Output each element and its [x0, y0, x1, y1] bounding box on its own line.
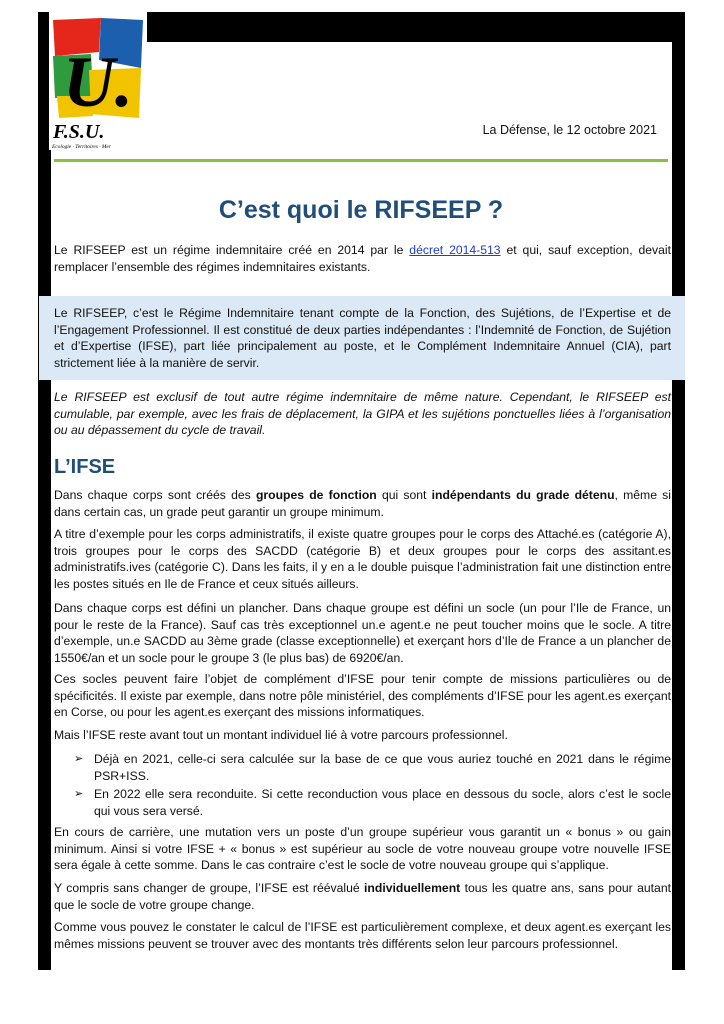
arrow-bullet-icon: ➢	[74, 788, 84, 800]
intro-paragraph	[54, 242, 671, 275]
logo-letter: U.	[63, 42, 133, 122]
exclusivity-paragraph: Le RIFSEEP est exclusif de tout autre régime indemnitaire de même nature. Cependant, le RIFSEEP est cumulable, par exemple, avec les frais de déplacement, la GIPA et les sujétions ponctuelles liées à l’organisation ou au dépassement du cycle de travail.	[54, 390, 671, 437]
ifse-p1-text-a: Dans chaque corps sont créés des	[54, 488, 256, 502]
bullet-text: En 2022 elle sera reconduite. Si cette reconduction vous place en dessous du socle, alors c’est le socle qui vous sera versé.	[94, 787, 671, 818]
ifse-p1-text-e: , même si dans certain cas, un grade peut garantir un groupe minimum.	[54, 488, 671, 519]
ifse-p1-text-c: qui sont	[376, 488, 432, 502]
intro-text-before: Le RIFSEEP est un régime indemnitaire créé en 2014 par le	[54, 243, 410, 257]
ifse-paragraph-2: A titre d’exemple pour les corps administratifs, il existe quatre groupes pour le corps des Attaché.es (catégorie A), trois groupes pour le corps des SACDD (catégorie B) et deux groupes pour le corps des assitant.es administratifs.ives (catégorie C). Dans les faits, il y en a le double puisque l’administration fait une distinction entre les postes situés en Ile de France et ceux situés ailleurs.	[54, 527, 671, 591]
ifse-paragraph-4: Ces socles peuvent faire l’objet de complément d’IFSE pour tenir compte de missions particulières ou de spécificités. Il existe par exemple, dans notre pôle ministériel, des compléments d’IFSE pour les agent.es exerçant en Corse, ou pour les agent.es exerçant des missions informatiques.	[54, 672, 671, 719]
bullet-text: Déjà en 2021, celle-ci sera calculée sur la base de ce que vous auriez touché en 2021 dans le régime PSR+ISS.	[94, 752, 671, 783]
page-title: C’est quoi le RIFSEEP ?	[218, 196, 504, 224]
ifse-paragraph-8: Comme vous pouvez le constater le calcul de l’IFSE est particulièrement complexe, et deux agent.es exerçant les mêmes missions peuvent se trouver avec des montants très différents selon leur parcours professionnel.	[54, 920, 671, 951]
list-item	[54, 786, 671, 819]
ifse-paragraph-5: Mais l’IFSE reste avant tout un montant individuel lié à votre parcours professionnel.	[54, 728, 508, 742]
header-rule	[54, 159, 668, 162]
ifse-p7-text-a: Y compris sans changer de groupe, l’IFSE est réévalué	[54, 881, 365, 895]
arrow-bullet-icon: ➢	[74, 753, 84, 765]
list-item	[54, 751, 671, 784]
logo-name: F.S.U.	[53, 121, 105, 143]
decree-link[interactable]: décret 2014-513	[409, 243, 501, 257]
ifse-p1-bold-grade: indépendants du grade détenu	[431, 488, 615, 502]
page-frame-left	[38, 12, 51, 970]
ifse-paragraph-6: En cours de carrière, une mutation vers un poste d’un groupe supérieur vous garantit un « bonus » ou gain minimum. Ainsi si votre IFSE + « bonus » est supérieur au socle de votre nouveau groupe votre nouvelle IFSE sera égale à cette somme. Dans le cas contraire c’est le socle de votre nouveau groupe qui s’applique.	[54, 825, 671, 872]
logo-tagline: Ecologie · Territoires · Mer	[52, 144, 111, 150]
ifse-paragraph-3: Dans chaque corps est défini un plancher. Dans chaque groupe est défini un socle (un pour l’Ile de France, un pour le reste de la France). Sauf cas très exceptionnel un.e agent.e ne peut toucher moins que le socle. A titre d’exemple, un.e SACDD au 3ème grade (classe exceptionnelle) et exerçant hors d’Ile de France a un plancher de 1550€/an et un socle pour le groupe 3 (le plus bas) de 6920€/an.	[54, 601, 671, 665]
ifse-heading: L’IFSE	[54, 456, 116, 478]
ifse-paragraph-1	[54, 487, 671, 520]
ifse-p1-bold-groups: groupes de fonction	[255, 488, 377, 502]
ifse-p7-bold-individual: individuellement	[364, 881, 461, 895]
document-date: La Défense, le 12 octobre 2021	[482, 123, 657, 137]
page-frame-right	[672, 12, 685, 970]
fsu-logo	[49, 12, 147, 150]
ifse-bullet-list	[54, 751, 671, 821]
ifse-paragraph-7	[54, 880, 671, 913]
definition-text: Le RIFSEEP, c’est le Régime Indemnitaire tenant compte de la Fonction, des Sujétions, de l’Expertise et de l’Engagement Professionnel. Il est constitué de deux parties indépendantes : l’Indemnité de Fonction, de Sujétion et d’Expertise (IFSE), part liée principalement au poste, et le Complément Indemnitaire Annuel (CIA), part strictement liée à la manière de servir.	[54, 306, 671, 370]
intro-text-after: et qui, sauf exception, devait remplacer l’ensemble des régimes indemnitaires existants.	[54, 243, 671, 274]
ifse-p7-text-c: tous les quatre ans, sans pour autant que le socle de votre groupe change.	[54, 881, 671, 912]
